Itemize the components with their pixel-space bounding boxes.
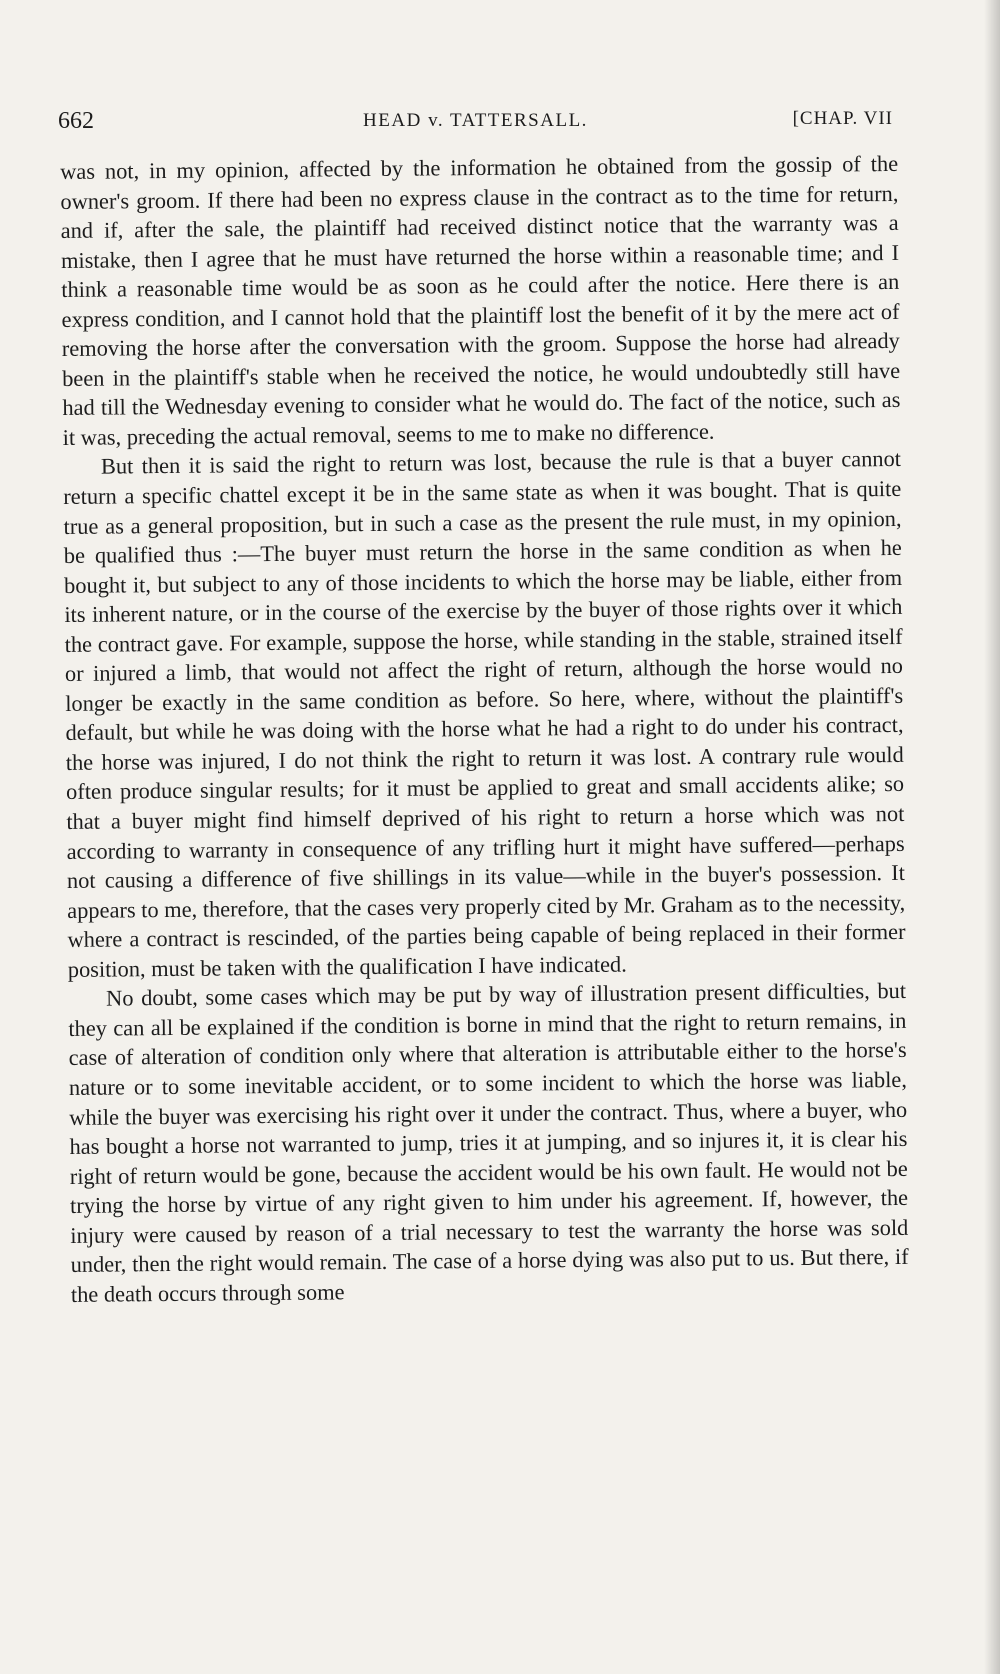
paragraph-1: was not, in my opinion, affected by the information he obtained from the gossip of the owner's groom. If there had been no express clause in the contract as to the time for return, and if, after the sale, the plaintiff had received distinct notice that the warranty was a mistake, then I agree that he must have returned the horse within a reasonable time; and I think a reasonable time would be as soon as he could after the notice. Here there is an express condition, and I cannot hold that the plaintiff lost the benefit of it by the mere act of removing the horse after the conversation with the groom. Suppose the horse had already been in the plaintiff's stable when he received the notice, he would undoubtedly still have had till the Wednesday evening to consider what he would do. The fact of the notice, such as it was, preceding the actual removal, seems to me to make no difference. (60, 150, 901, 450)
paragraph-3: No doubt, some cases which may be put by way of illustration present difficulties, but they can all be explained if the condition is borne in mind that the right to return remains, in case of alteration of condition only where that alteration is attributable either to the horse's nature or to some inevitable accident, or to some incident to which the horse was liable, while the buyer was exercising his right over it under the contract. Thus, where a buyer, who has bought a horse not warranted to jump, tries it at jumping, and so injures it, it is clear his right of return would be gone, because the accident would be his own fault. He would not be trying the horse by virtue of any right given to him under his agreement. If, however, the injury were caused by reason of a trial necessary to test the warranty the horse was sold under, then the right would remain. The case of a horse dying was also put to us. But there, if the death occurs through some (68, 978, 909, 1307)
body-text (60, 149, 909, 1309)
page-header (58, 108, 893, 142)
running-title: HEAD v. TATTERSALL. (363, 110, 588, 131)
page-number: 662 (58, 108, 94, 134)
paragraph-2: But then it is said the right to return was lost, because the rule is that a buyer cannot return a specific chattel except it be in the same state as when it was bought. That is quite true as a general proposition, but in such a case as the present the rule must, in my opinion, be qualified thus :—The buyer must return the horse in the same condition as when he bought it, but subject to any of those incidents to which the horse may be liable, either from its inherent nature, or in the course of the exercise by the buyer of those rights over it which the contract gave. For example, suppose the horse, while standing in the stable, strained itself or injured a limb, that would not affect the right of return, although the horse would no longer be exactly in the same condition as before. So here, where, without the plaintiff's default, but while he was doing with the horse what he had a right to do under his contract, the horse was injured, I do not think the right to return it was lost. A contrary rule would often produce singular results; for it must be applied to great and small accidents alike; so that a buyer might find himself deprived of his right to return a horse which was not according to warranty in consequence of any trifling hurt it might have suffered—perhaps not causing a difference of five shillings in its value—while in the buyer's possession. It appears to me, therefore, that the cases very properly cited by Mr. Graham as to the necessity, where a contract is rescinded, of the parties being capable of being replaced in their former position, must be taken with the qualification I have indicated. (63, 446, 906, 982)
page-edge-shadow (984, 0, 1000, 1674)
chapter-reference: [CHAP. VII (792, 108, 893, 129)
